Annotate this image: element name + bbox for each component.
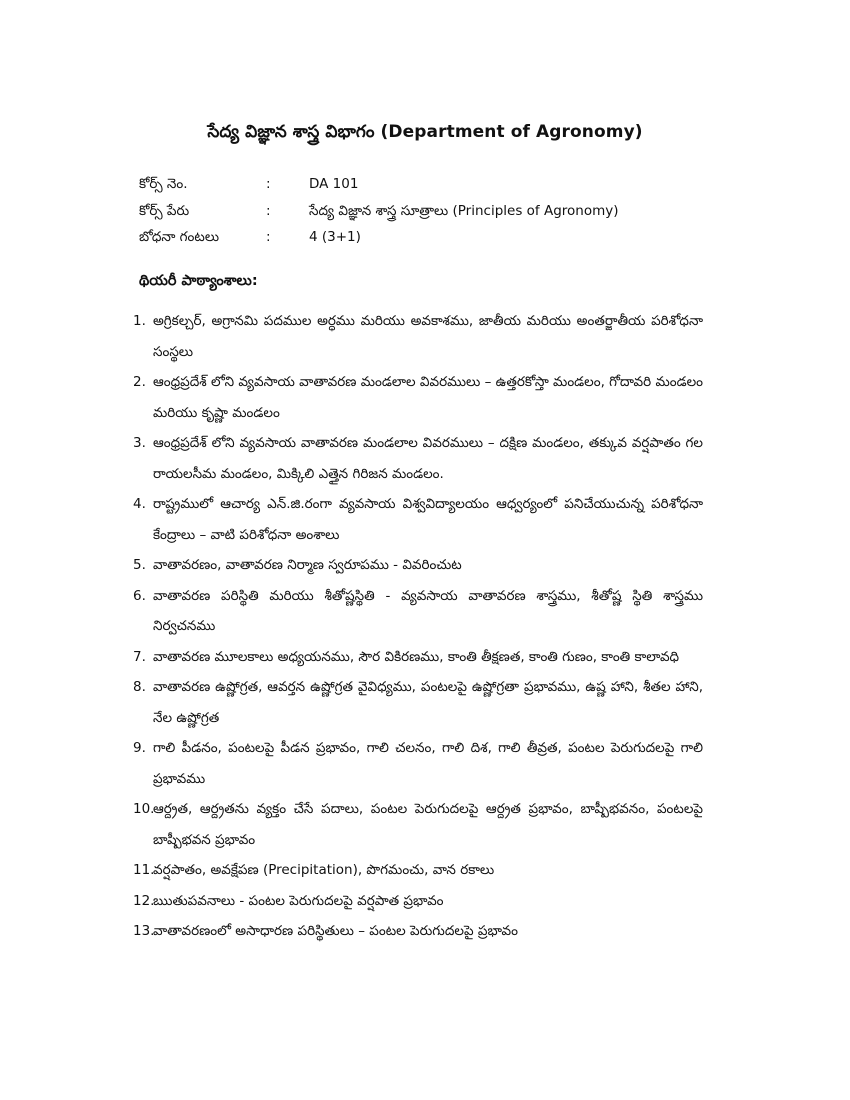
topic-text: ఆంధ్రప్రదేశ్ లోని వ్యవసాయ వాతావరణ మండలాల వివరములు – దక్షిణ మండలం, తక్కువ వర్షపాతం గల రాయలసీమ మండలం, మిక్కిలి ఎత్తైన గిరిజన మండలం.	[153, 435, 703, 482]
list-item	[133, 855, 703, 886]
topic-number: 6.	[133, 587, 146, 604]
topic-text: ఆర్ద్రత, ఆర్ద్రతను వ్యక్తం చేసే పదాలు, పంటల పెరుగుదలపై ఆర్ద్రత ప్రభావం, బాష్పీభవనం, పంటలపై బాష్పీభవన ప్రభావం	[153, 801, 703, 848]
topic-text: వాతావరణ ఉష్ణోగ్రత, ఆవర్తన ఉష్ణోగ్రత వైవిధ్యము, పంటలపై ఉష్ణోగ్రతా ప్రభావము, ఉష్ణ హాని, శీతల హాని, నేల ఉష్ణోగ్రత	[153, 679, 703, 726]
topic-number: 1.	[133, 313, 146, 329]
colon-separator: :	[266, 176, 271, 192]
topic-number: 2.	[133, 374, 146, 390]
topic-number: 3.	[133, 435, 146, 451]
course-number-value: DA 101	[309, 176, 359, 192]
topic-text: వాతావరణ పరిస్థితి మరియు శీతోష్ణస్థితి - వ్యవసాయ వాతావరణ శాస్త్రము, శీతోష్ణ స్థితి శాస్త్రము నిర్వచనము	[153, 587, 703, 634]
list-item	[133, 306, 703, 367]
topic-text: ఋతుపవనాలు - పంటల పెరుగుదలపై వర్షపాత ప్రభావం	[153, 892, 444, 909]
topic-text: ఆంధ్రప్రదేశ్ లోని వ్యవసాయ వాతావరణ మండలాల వివరములు – ఉత్తరకోస్తా మండలం, గోదావరి మండలం మరియు కృష్ణా మండలం	[153, 374, 703, 421]
list-item	[133, 581, 703, 642]
course-name-label: కోర్స్ పేరు	[139, 202, 190, 219]
topic-number: 13.	[133, 923, 155, 939]
list-item	[133, 428, 703, 489]
list-item	[133, 367, 703, 428]
topic-number: 5.	[133, 557, 146, 573]
topic-number: 7.	[133, 648, 146, 665]
topic-text: రాష్ట్రములో ఆచార్య ఎన్.జి.రంగా వ్యవసాయ విశ్వవిద్యాలయం ఆధ్వర్యంలో పనిచేయుచున్న పరిశోధనా కేంద్రాలు – వాటి పరిశోధనా అంశాలు	[153, 496, 703, 543]
topic-number: 11.	[133, 862, 155, 878]
topic-number: 8.	[133, 679, 146, 695]
colon-separator: :	[266, 229, 271, 245]
topic-number: 10.	[133, 801, 155, 817]
topic-text: గాలి పీడనం, పంటలపై పీడన ప్రభావం, గాలి చలనం, గాలి దిశ, గాలి తీవ్రత, పంటల పెరుగుదలపై గాలి ప్రభావము	[153, 740, 703, 787]
list-item	[133, 550, 703, 581]
list-item	[133, 794, 703, 855]
topic-number: 4.	[133, 496, 146, 512]
list-item	[133, 642, 703, 673]
theory-topics-heading: థియరీ పాఠ్యాంశాలు:	[139, 273, 258, 289]
list-item	[133, 916, 703, 947]
topic-text: వాతావరణంలో అసాధారణ పరిస్థితులు – పంటల పెరుగుదలపై ప్రభావం	[153, 923, 518, 939]
list-item	[133, 672, 703, 733]
course-number-label: కోర్స్ నెం.	[139, 176, 188, 192]
list-item	[133, 886, 703, 917]
topic-text: అగ్రికల్చర్, అగ్రానమి పదముల అర్ధము మరియు అవకాశము, జాతీయ మరియు అంతర్జాతీయ పరిశోధనా సంస్థలు	[153, 313, 703, 360]
topic-number: 9.	[133, 740, 146, 756]
topic-list	[133, 306, 703, 947]
list-item	[133, 489, 703, 550]
topic-number: 12.	[133, 892, 155, 909]
colon-separator: :	[266, 202, 271, 219]
document-title: సేద్య విజ్ఞాన శాస్త్ర విభాగం (Department of Agronomy)	[207, 122, 643, 142]
topic-text: వర్షపాతం, అవక్షేపణ (Precipitation), పొగమంచు, వాన రకాలు	[153, 862, 495, 878]
list-item	[133, 733, 703, 794]
course-name-value: సేద్య విజ్ఞాన శాస్త్ర సూత్రాలు (Principles of Agronomy)	[309, 202, 619, 219]
teaching-hours-label: బోధనా గంటలు	[139, 229, 220, 245]
topic-text: వాతావరణం, వాతావరణ నిర్మాణ స్వరూపము - వివరించుట	[153, 557, 462, 573]
topic-text: వాతావరణ మూలకాలు అధ్యయనము, సౌర వికిరణము, కాంతి తీక్షణత, కాంతి గుణం, కాంతి కాలావధి	[153, 648, 680, 665]
teaching-hours-value: 4 (3+1)	[309, 229, 361, 245]
